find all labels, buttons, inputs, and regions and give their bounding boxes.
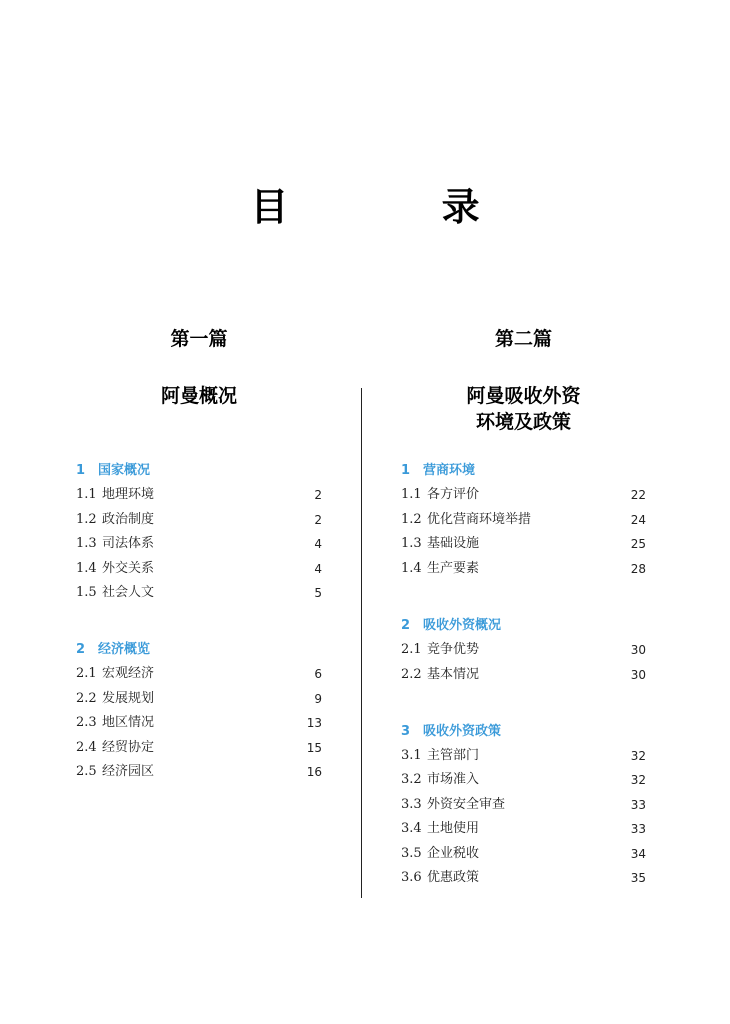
entry-page: 13	[306, 716, 322, 730]
entry-number: 3.4	[401, 821, 422, 836]
section-number: 3	[401, 724, 411, 739]
section-title: 吸收外资概况	[423, 618, 502, 633]
entry-page: 15	[306, 741, 322, 755]
part-two-title	[401, 383, 646, 435]
entry-label: 基本情况	[427, 667, 480, 682]
part-two-label: 第二篇	[494, 328, 552, 350]
entry-label: 外资安全审查	[427, 797, 506, 812]
entry-label: 优惠政策	[427, 870, 480, 885]
section-heading[interactable]	[401, 617, 501, 635]
entry-number: 3.2	[401, 772, 422, 787]
entry-label: 竞争优势	[427, 642, 480, 657]
entry-page: 4	[314, 537, 322, 551]
entry-number: 2.1	[401, 642, 422, 657]
entry-page: 2	[314, 513, 322, 527]
entry-label: 生产要素	[427, 561, 480, 576]
entry-label: 地区情况	[102, 715, 155, 730]
entry-label: 各方评价	[427, 487, 480, 502]
entry-page: 32	[630, 773, 646, 787]
entry-page: 6	[314, 667, 322, 681]
entry-label: 政治制度	[102, 512, 155, 527]
entry-label: 优化营商环境举措	[427, 512, 532, 527]
entry-number: 1.2	[76, 512, 97, 527]
entry-number: 1.1	[76, 487, 97, 502]
entry-page: 33	[630, 798, 646, 812]
entry-page: 30	[630, 668, 646, 682]
column-divider	[361, 388, 362, 898]
entry-number: 3.3	[401, 797, 422, 812]
entry-number: 2.1	[76, 666, 97, 681]
entry-label: 司法体系	[102, 536, 155, 551]
section-heading[interactable]	[401, 462, 475, 480]
section-number: 1	[76, 463, 86, 478]
entry-page: 32	[630, 749, 646, 763]
entry-number: 2.2	[76, 691, 97, 706]
entry-page: 9	[314, 692, 322, 706]
section-title: 国家概况	[98, 463, 151, 478]
entry-page: 4	[314, 562, 322, 576]
entry-page: 25	[630, 537, 646, 551]
part-two-title-line1: 阿曼吸收外资	[466, 385, 581, 407]
entry-number: 2.2	[401, 667, 422, 682]
entry-number: 1.4	[76, 561, 97, 576]
entry-number: 1.2	[401, 512, 422, 527]
section-title: 营商环境	[423, 463, 476, 478]
entry-number: 1.1	[401, 487, 422, 502]
entry-label: 地理环境	[102, 487, 155, 502]
entry-page: 34	[630, 847, 646, 861]
section-number: 2	[76, 642, 86, 657]
entry-number: 2.4	[76, 740, 97, 755]
part-two-title-line2: 环境及政策	[475, 411, 571, 433]
section-title: 吸收外资政策	[423, 724, 502, 739]
entry-page: 33	[630, 822, 646, 836]
entry-label: 土地使用	[427, 821, 480, 836]
section-number: 2	[401, 618, 411, 633]
entry-label: 市场准入	[427, 772, 480, 787]
entry-page: 16	[306, 765, 322, 779]
section-number: 1	[401, 463, 411, 478]
entry-label: 社会人文	[102, 585, 155, 600]
entry-label: 主管部门	[427, 748, 480, 763]
entry-number: 1.3	[76, 536, 97, 551]
section-title: 经济概览	[98, 642, 151, 657]
page-title: 目 录	[250, 184, 550, 229]
section-heading[interactable]	[76, 641, 150, 659]
entry-number: 3.1	[401, 748, 422, 763]
entry-number: 3.6	[401, 870, 422, 885]
section-heading[interactable]	[76, 462, 150, 480]
entry-number: 2.5	[76, 764, 97, 779]
part-one-title: 阿曼概况	[160, 385, 237, 407]
entry-page: 35	[630, 871, 646, 885]
entry-label: 宏观经济	[102, 666, 155, 681]
entry-page: 28	[630, 562, 646, 576]
entry-label: 基础设施	[427, 536, 480, 551]
entry-label: 经济园区	[102, 764, 155, 779]
entry-page: 5	[314, 586, 322, 600]
section-heading[interactable]	[401, 723, 501, 741]
entry-page: 30	[630, 643, 646, 657]
entry-label: 外交关系	[102, 561, 155, 576]
entry-number: 2.3	[76, 715, 97, 730]
entry-label: 经贸协定	[102, 740, 155, 755]
entry-number: 1.5	[76, 585, 97, 600]
entry-page: 22	[630, 488, 646, 502]
entry-number: 1.4	[401, 561, 422, 576]
entry-number: 1.3	[401, 536, 422, 551]
entry-page: 24	[630, 513, 646, 527]
entry-page: 2	[314, 488, 322, 502]
part-one-label: 第一篇	[170, 328, 228, 350]
entry-label: 发展规划	[102, 691, 155, 706]
entry-number: 3.5	[401, 846, 422, 861]
entry-label: 企业税收	[427, 846, 480, 861]
